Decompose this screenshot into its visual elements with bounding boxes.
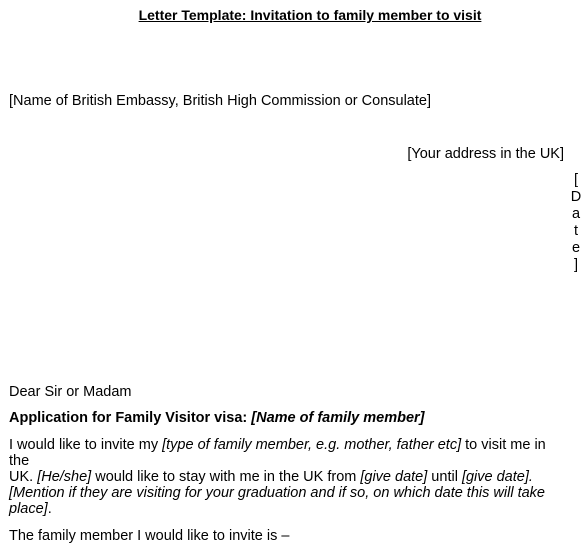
body-text: would like to stay with me in the UK from: [91, 469, 361, 485]
letter-title: Letter Template: Invitation to family member to visit: [138, 7, 482, 23]
body-line-3: [9, 485, 565, 517]
invite-line: The family member I would like to invite is –: [9, 528, 290, 544]
body-line-2: [9, 469, 565, 485]
start-date-placeholder: [give date]: [360, 469, 428, 485]
date-char: e: [571, 240, 581, 256]
body-text: to visit me in the: [9, 437, 546, 469]
date-char: [: [573, 172, 579, 188]
body-text: UK.: [9, 469, 38, 485]
graduation-placeholder: [Mention if they are visiting for your graduation and if so, on which date this will take place]: [9, 485, 545, 517]
date-placeholder: [571, 172, 581, 274]
body-text: I would like to invite my: [9, 437, 163, 453]
embassy-placeholder: [Name of British Embassy, British High Commission or Consulate]: [9, 93, 431, 109]
body-line-1: [9, 437, 565, 469]
address-placeholder: [Your address in the UK]: [407, 146, 564, 162]
subject-line: [9, 410, 425, 427]
family-type-placeholder: [type of family member, e.g. mother, father etc]: [162, 437, 462, 453]
date-char: D: [570, 189, 582, 205]
body-paragraph: [9, 437, 565, 517]
body-text: until: [427, 469, 462, 485]
date-char: a: [571, 206, 581, 222]
date-char: t: [573, 223, 579, 239]
body-text: .: [47, 501, 52, 517]
pronoun-placeholder: [He/she]: [37, 469, 92, 485]
salutation: Dear Sir or Madam: [9, 384, 132, 400]
subject-placeholder: [Name of family member]: [251, 410, 425, 426]
date-char: ]: [573, 257, 579, 273]
subject-prefix: Application for Family Visitor visa:: [9, 410, 252, 426]
end-date-placeholder: [give date].: [461, 469, 533, 485]
